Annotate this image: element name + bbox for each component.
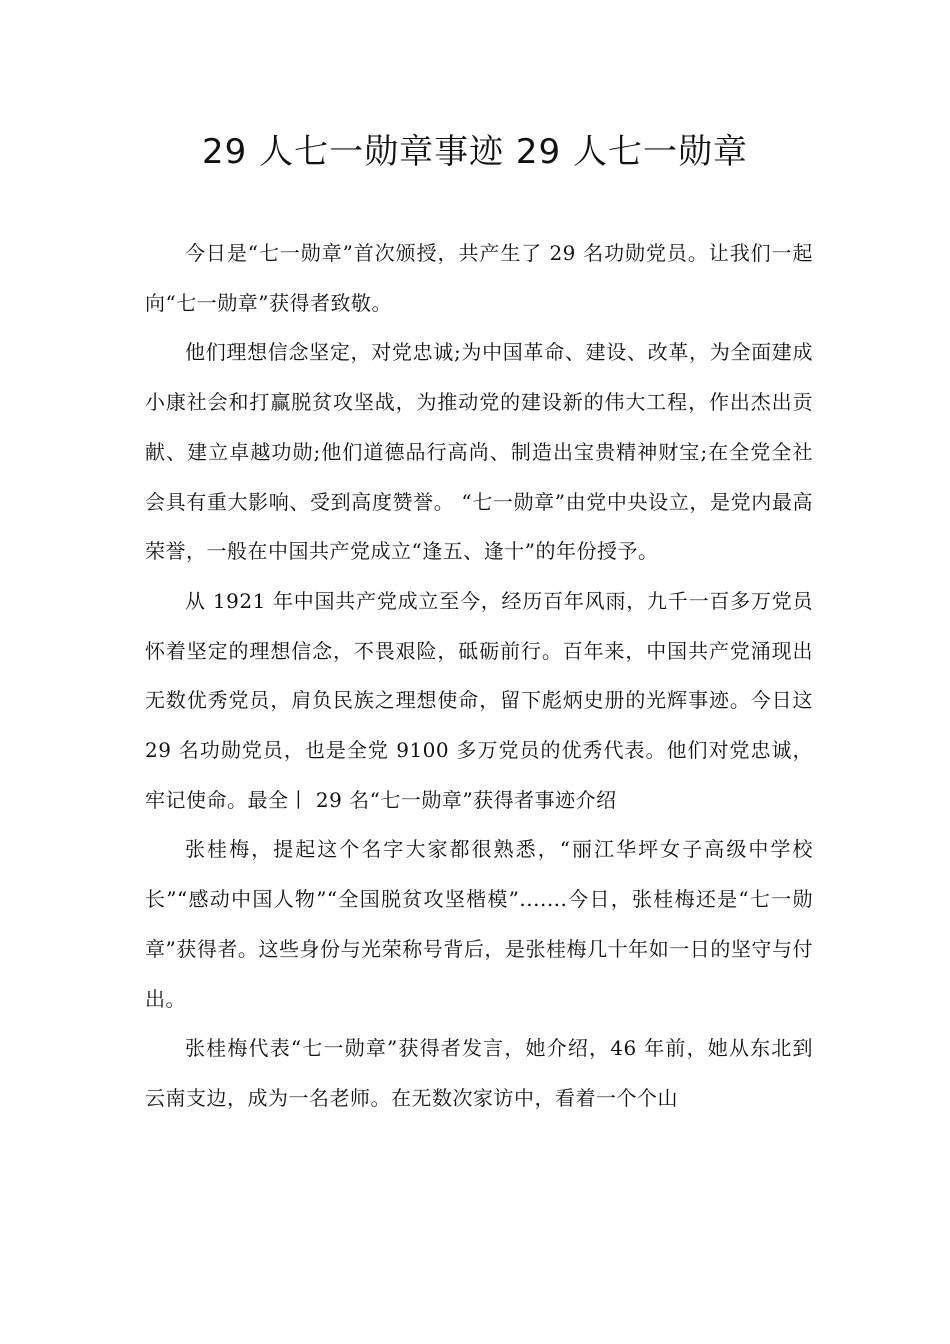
document-body [145, 229, 813, 1124]
paragraph-intro: 今日是“七一勋章”首次颁授，共产生了 29 名功勋党员。让我们一起向“七一勋章”获得者致敬。 [145, 241, 813, 315]
paragraph-zhang-guimei: 张桂梅，提起这个名字大家都很熟悉，“丽江华坪女子高级中学校长”“感动中国人物”“全国脱贫攻坚楷模”.......今日，张桂梅还是“七一勋章”获得者。这些身份与光荣称号背后，是张桂梅几十年如一日的坚守与付出。 [145, 837, 813, 1011]
document-title: 29 人七一勋章事迹 29 人七一勋章 [202, 132, 748, 172]
paragraph-speech: 张桂梅代表“七一勋章”获得者发言，她介绍，46 年前，她从东北到云南支边，成为一名老师。在无数次家访中，看着一个个山 [145, 1036, 813, 1110]
paragraph-qualities: 他们理想信念坚定，对党忠诚;为中国革命、建设、改革，为全面建成小康社会和打赢脱贫攻坚战，为推动党的建设新的伟大工程，作出杰出贡献、建立卓越功勋;他们道德品行高尚、制造出宝贵精神财宝;在全党全社会具有重大影响、受到高度赞誉。 “七一勋章”由党中央设立，是党内最高荣誉，一般在中国共产党成立“逢五、逢十”的年份授予。 [145, 340, 813, 564]
paragraph-history: 从 1921 年中国共产党成立至今，经历百年风雨，九千一百多万党员怀着坚定的理想信念，不畏艰险，砥砺前行。百年来，中国共产党涌现出无数优秀党员，肩负民族之理想使命，留下彪炳史册的光辉事迹。今日这 29 名功勋党员，也是全党 9100 多万党员的优秀代表。他们对党忠诚，牢记使命。最全丨 29 名“七一勋章”获得者事迹介绍 [145, 588, 813, 812]
